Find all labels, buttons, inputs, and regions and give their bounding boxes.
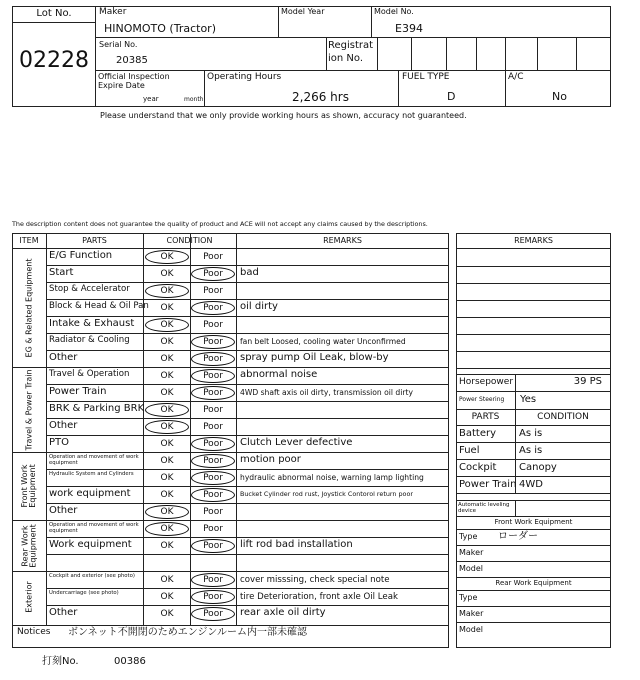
part-name: E/G Function	[49, 250, 113, 261]
lot-number: 02228	[19, 48, 89, 73]
model-no-value: E394	[395, 22, 423, 35]
poor-selected-circle	[191, 437, 235, 451]
maker-value: HINOMOTO (Tractor)	[104, 22, 216, 35]
operating-hours-label: Operating Hours	[207, 72, 282, 82]
item-header: ITEM	[19, 236, 39, 245]
parts-subheader: PARTS	[471, 412, 500, 422]
condition-poor: Poor	[203, 320, 223, 330]
row-divider	[46, 537, 449, 538]
notices-label: Notices	[17, 627, 51, 637]
part-name: Block & Head & Oil Pan	[49, 301, 149, 311]
condition-header: CONDITION	[166, 236, 213, 245]
row-divider	[46, 486, 449, 487]
condition-ok: OK	[160, 320, 174, 330]
poor-selected-circle	[191, 454, 235, 468]
group-divider	[12, 571, 449, 572]
item-group-label: Rear Work Equipment	[19, 523, 37, 568]
part-name: Hydraulic System and Cylinders	[49, 471, 134, 477]
remarks-header: REMARKS	[323, 236, 362, 245]
ok-selected-circle	[145, 284, 189, 298]
remark-text: Clutch Lever defective	[240, 437, 353, 448]
front-model-label: Model	[459, 564, 484, 573]
part-name: BRK & Parking BRK	[49, 403, 145, 414]
rear-model-label: Model	[459, 625, 484, 634]
operating-hours-value: 2,266 hrs	[292, 90, 349, 104]
remark-text: bad	[240, 267, 259, 278]
condition-poor: Poor	[203, 405, 223, 415]
power-steering-label: Power Steering	[459, 396, 505, 403]
rear-type-label: Type	[459, 593, 478, 602]
row-divider	[46, 384, 449, 385]
fuel-value: As is	[519, 445, 543, 456]
row-divider	[46, 316, 449, 317]
hours-disclaimer: Please understand that we only provide working hours as shown, accuracy not guaranteed.	[100, 111, 467, 120]
part-name: PTO	[49, 437, 70, 448]
parts-header: PARTS	[82, 236, 107, 245]
front-type-value: ローダー	[498, 531, 538, 542]
condition-subheader: CONDITION	[537, 412, 589, 422]
condition-ok: OK	[160, 354, 174, 364]
condition-ok: OK	[160, 524, 174, 534]
row-divider	[46, 299, 449, 300]
remark-text: Bucket Cylinder rod rust, Joystick Contorol return poor	[240, 490, 413, 498]
rear-work-header: Rear Work Equipment	[495, 579, 572, 587]
condition-ok: OK	[160, 490, 174, 500]
condition-poor: Poor	[203, 609, 223, 619]
remark-text: tire Deterioration, front axle Oil Leak	[240, 592, 398, 602]
remark-text: abnormal noise	[240, 369, 318, 380]
inspection-year-label: year	[143, 95, 159, 103]
part-name: Cockpit and exterior (see photo)	[49, 573, 135, 579]
condition-ok: OK	[160, 337, 174, 347]
model-no-label: Model No.	[374, 7, 414, 16]
remark-text: hydraulic abnormal noise, warning lamp lighting	[240, 473, 424, 482]
poor-selected-circle	[191, 335, 235, 349]
front-maker-label: Maker	[459, 548, 484, 557]
condition-poor: Poor	[203, 439, 223, 449]
ac-value: No	[552, 90, 567, 103]
condition-ok: OK	[160, 507, 174, 517]
group-divider	[12, 367, 449, 368]
poor-selected-circle	[191, 369, 235, 383]
condition-poor: Poor	[203, 422, 223, 432]
condition-poor: Poor	[203, 541, 223, 551]
part-name: work equipment	[49, 488, 131, 499]
horsepower-value: 39 PS	[573, 376, 602, 387]
condition-poor: Poor	[203, 575, 223, 585]
notices-text: ボンネット不開閉のためエンジンルーム内一部未確認	[68, 627, 307, 638]
battery-value: As is	[519, 428, 543, 439]
remark-text: spray pump Oil Leak, blow-by	[240, 352, 389, 363]
condition-poor: Poor	[203, 252, 223, 262]
item-group-label: Exterior	[23, 580, 33, 613]
part-name: Undercarriage (see photo)	[49, 590, 119, 596]
poor-selected-circle	[191, 301, 235, 315]
row-divider	[46, 605, 449, 606]
fuel-label: Fuel	[459, 445, 480, 456]
remark-text: fan belt Loosed, cooling water Unconfirmed	[240, 337, 406, 346]
inspection-label-line2: Expire Date	[98, 81, 145, 90]
condition-poor: Poor	[203, 286, 223, 296]
right-remarks-header: REMARKS	[514, 236, 553, 245]
horsepower-label: Horsepower	[459, 377, 514, 387]
ok-selected-circle	[145, 403, 189, 417]
row-divider	[46, 418, 449, 419]
row-divider	[46, 401, 449, 402]
condition-ok: OK	[160, 609, 174, 619]
poor-selected-circle	[191, 607, 235, 621]
part-name: Other	[49, 420, 78, 431]
condition-poor: Poor	[203, 524, 223, 534]
condition-ok: OK	[160, 422, 174, 432]
front-work-header: Front Work Equipment	[494, 518, 573, 526]
ok-selected-circle	[145, 318, 189, 332]
condition-ok: OK	[160, 388, 174, 398]
inspection-month-label: month	[184, 96, 204, 103]
part-name: Intake & Exhaust	[49, 318, 135, 329]
stamp-label: 打刻No.	[42, 656, 79, 667]
condition-ok: OK	[160, 371, 174, 381]
condition-ok: OK	[160, 473, 174, 483]
power-train-label: Power Train	[459, 479, 517, 490]
row-divider	[46, 469, 449, 470]
ok-selected-circle	[145, 420, 189, 434]
part-name: Other	[49, 505, 78, 516]
serial-value: 20385	[116, 55, 148, 66]
registration-label-line1: Registrat	[328, 40, 374, 51]
row-divider	[46, 588, 449, 589]
registration-label-line2: ion No.	[328, 53, 364, 64]
remark-text: motion poor	[240, 454, 301, 465]
condition-poor: Poor	[203, 371, 223, 381]
remark-text: cover misssing, check special note	[240, 575, 390, 585]
auto-leveling-label: Automatic leveling device	[458, 502, 510, 515]
row-divider	[46, 435, 449, 436]
condition-ok: OK	[160, 541, 174, 551]
ok-selected-circle	[145, 522, 189, 536]
condition-poor: Poor	[203, 473, 223, 483]
fuel-type-label: FUEL TYPE	[402, 72, 450, 82]
remark-text: rear axle oil dirty	[240, 607, 326, 618]
part-name: Radiator & Cooling	[49, 335, 130, 345]
power-train-value: 4WD	[519, 479, 543, 490]
condition-ok: OK	[160, 252, 174, 262]
group-divider	[12, 452, 449, 453]
model-year-label: Model Year	[281, 7, 325, 16]
condition-poor: Poor	[203, 592, 223, 602]
maker-label: Maker	[99, 7, 127, 17]
condition-ok: OK	[160, 439, 174, 449]
poor-selected-circle	[191, 386, 235, 400]
part-name: Operation and movement of work equipment	[49, 454, 139, 467]
rear-maker-label: Maker	[459, 609, 484, 618]
row-divider	[46, 554, 449, 555]
stamp-number: 00386	[114, 656, 146, 667]
lot-label: Lot No.	[36, 8, 72, 19]
fuel-type-value: D	[447, 90, 456, 103]
item-group-label: EG & Related Equipment	[23, 258, 33, 357]
condition-poor: Poor	[203, 303, 223, 313]
condition-poor: Poor	[203, 490, 223, 500]
item-group-label: Front Work Equipment	[19, 464, 37, 508]
row-divider	[46, 350, 449, 351]
ok-selected-circle	[145, 505, 189, 519]
cockpit-value: Canopy	[519, 462, 557, 473]
condition-poor: Poor	[203, 456, 223, 466]
part-name: Other	[49, 352, 78, 363]
part-name: Travel & Operation	[49, 369, 130, 379]
inspection-label-line1: Official Inspection	[98, 72, 170, 81]
condition-ok: OK	[160, 456, 174, 466]
part-name: Operation and movement of work equipment	[49, 522, 139, 535]
part-name: Power Train	[49, 386, 107, 397]
poor-selected-circle	[191, 539, 235, 553]
condition-poor: Poor	[203, 388, 223, 398]
poor-selected-circle	[191, 471, 235, 485]
condition-poor: Poor	[203, 337, 223, 347]
serial-label: Serial No.	[99, 40, 138, 49]
poor-selected-circle	[191, 488, 235, 502]
condition-poor: Poor	[203, 507, 223, 517]
group-divider	[12, 520, 449, 521]
remark-text: lift rod bad installation	[240, 539, 353, 550]
item-group-label: Travel & Power Train	[23, 368, 33, 451]
row-divider	[46, 282, 449, 283]
poor-selected-circle	[191, 267, 235, 281]
part-name: Other	[49, 607, 78, 618]
cockpit-label: Cockpit	[459, 462, 497, 473]
row-divider	[46, 333, 449, 334]
remark-text: 4WD shaft axis oil dirty, transmission oil dirty	[240, 388, 413, 397]
description-disclaimer: The description content does not guarantee the quality of product and ACE will not accept any claims caused by the descriptions.	[12, 220, 428, 228]
condition-ok: OK	[160, 286, 174, 296]
row-divider	[46, 503, 449, 504]
part-name: Stop & Accelerator	[49, 284, 130, 294]
poor-selected-circle	[191, 573, 235, 587]
condition-ok: OK	[160, 303, 174, 313]
ok-selected-circle	[145, 250, 189, 264]
part-name: Start	[49, 267, 74, 278]
condition-poor: Poor	[203, 269, 223, 279]
remark-text: oil dirty	[240, 301, 278, 312]
condition-ok: OK	[160, 575, 174, 585]
poor-selected-circle	[191, 352, 235, 366]
condition-ok: OK	[160, 592, 174, 602]
power-steering-value: Yes	[520, 394, 537, 405]
condition-ok: OK	[160, 405, 174, 415]
front-type-label: Type	[459, 532, 478, 541]
ac-label: A/C	[508, 72, 524, 82]
condition-ok: OK	[160, 269, 174, 279]
part-name: Work equipment	[49, 539, 132, 550]
battery-label: Battery	[459, 428, 497, 439]
poor-selected-circle	[191, 590, 235, 604]
row-divider	[46, 265, 449, 266]
condition-poor: Poor	[203, 354, 223, 364]
